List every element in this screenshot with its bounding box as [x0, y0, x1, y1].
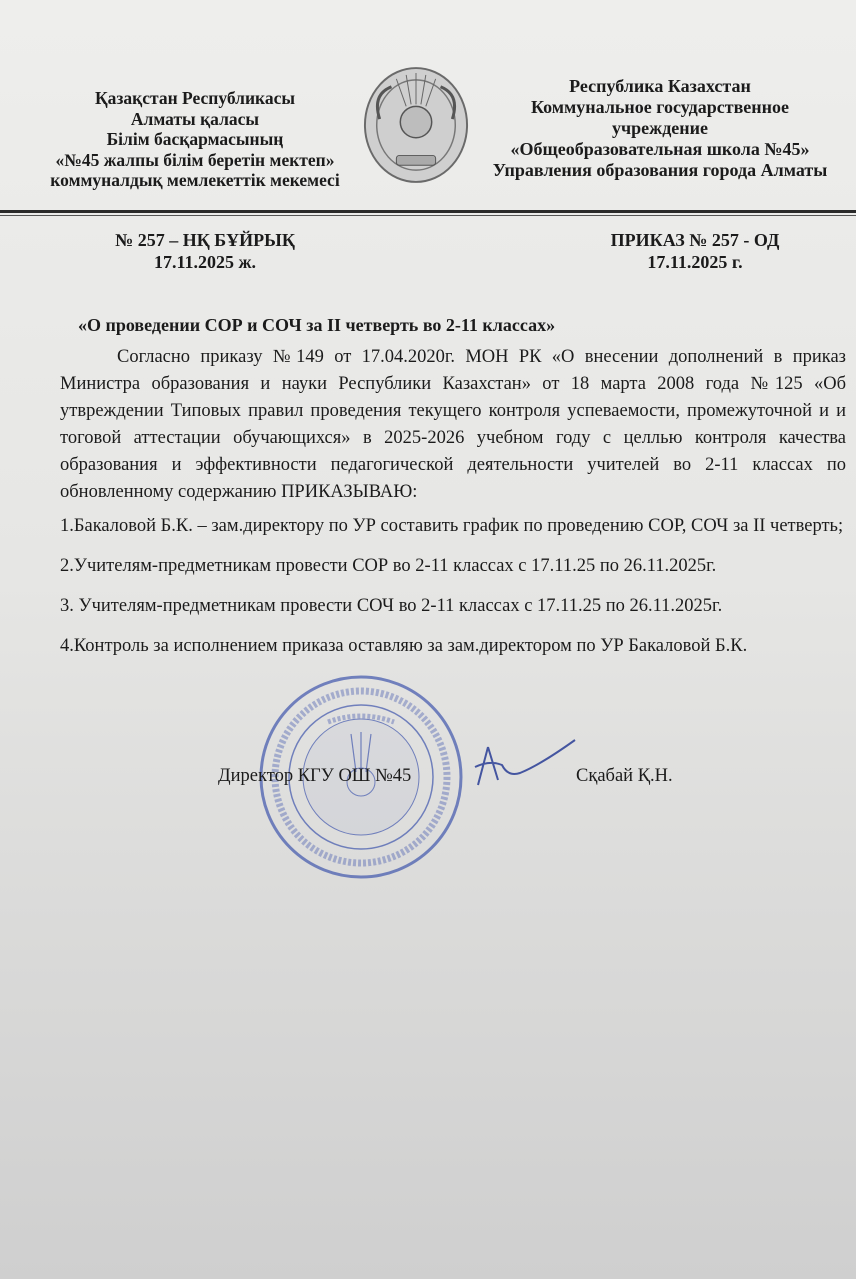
header-line: Коммунальное государственное [530, 97, 790, 117]
header-divider [0, 210, 856, 213]
header-line: учреждение [611, 118, 709, 138]
header-line: «Общеобразовательная школа №45» [510, 139, 810, 159]
signatory-title: Директор КГУ ОШ №45 [218, 766, 412, 786]
order-number-kazakh [90, 229, 320, 273]
header-line: Қазақстан Республикасы [94, 88, 296, 108]
order-item: 3. Учителям-предметникам провести СОЧ во 2-11 классах с 17.11.25 по 26.11.2025г. [60, 596, 723, 616]
header-line: Білім басқармасының [106, 129, 284, 149]
signatory-name: Сқабай Қ.Н. [576, 766, 673, 786]
order-item: 2.Учителям-предметникам провести СОР во 2-11 классах с 17.11.25 по 26.11.2025г. [60, 556, 717, 576]
header-line: Управления образования города Алматы [492, 160, 828, 180]
header-line: Алматы қаласы [130, 108, 260, 129]
order-number: № 257 – НҚ БҰЙРЫҚ [115, 230, 295, 250]
header-divider-thin [0, 215, 856, 216]
header-line: коммуналдық мемлекеттік мекемесі [50, 170, 340, 190]
order-date: 17.11.2025 ж. [153, 252, 257, 272]
header-kazakh [30, 88, 360, 191]
order-number: ПРИКАЗ № 257 - ОД [610, 230, 780, 250]
header-russian [470, 76, 850, 181]
header-line: Республика Казахстан [569, 76, 751, 96]
document-title: «О проведении СОР и СОЧ за II четверть во 2-11 классах» [78, 315, 556, 335]
document-body [60, 344, 846, 674]
preamble-paragraph: Согласно приказу №149 от 17.04.2020г. МОН РК «О внесении дополнений в приказ Министра образования и науки Республики Казахстан» от 18 марта 2008 года №125 «Об утвреждении Типовых правил проведения текущего контроля успеваемости, промежуточной и и тоговой аттестации обучающихся» в 2025-2026 учебном году с целлью контроля качества образования и эффективности педагогической деятельности учителей во 2-11 классах по обновленному содержанию ПРИКАЗЫВАЮ: [60, 347, 846, 502]
order-item: 4.Контроль за исполнением приказа оставляю за зам.директором по УР Бакаловой Б.К. [60, 636, 748, 656]
order-number-russian [580, 229, 810, 273]
state-emblem-icon [362, 64, 470, 186]
order-date: 17.11.2025 г. [647, 252, 743, 272]
order-item: 1.Бакаловой Б.К. – зам.директору по УР составить график по проведению СОР, СОЧ за II четверть; [60, 516, 844, 536]
header-line: «№45 жалпы білім беретін мектеп» [55, 149, 335, 170]
handwritten-signature [470, 735, 580, 795]
